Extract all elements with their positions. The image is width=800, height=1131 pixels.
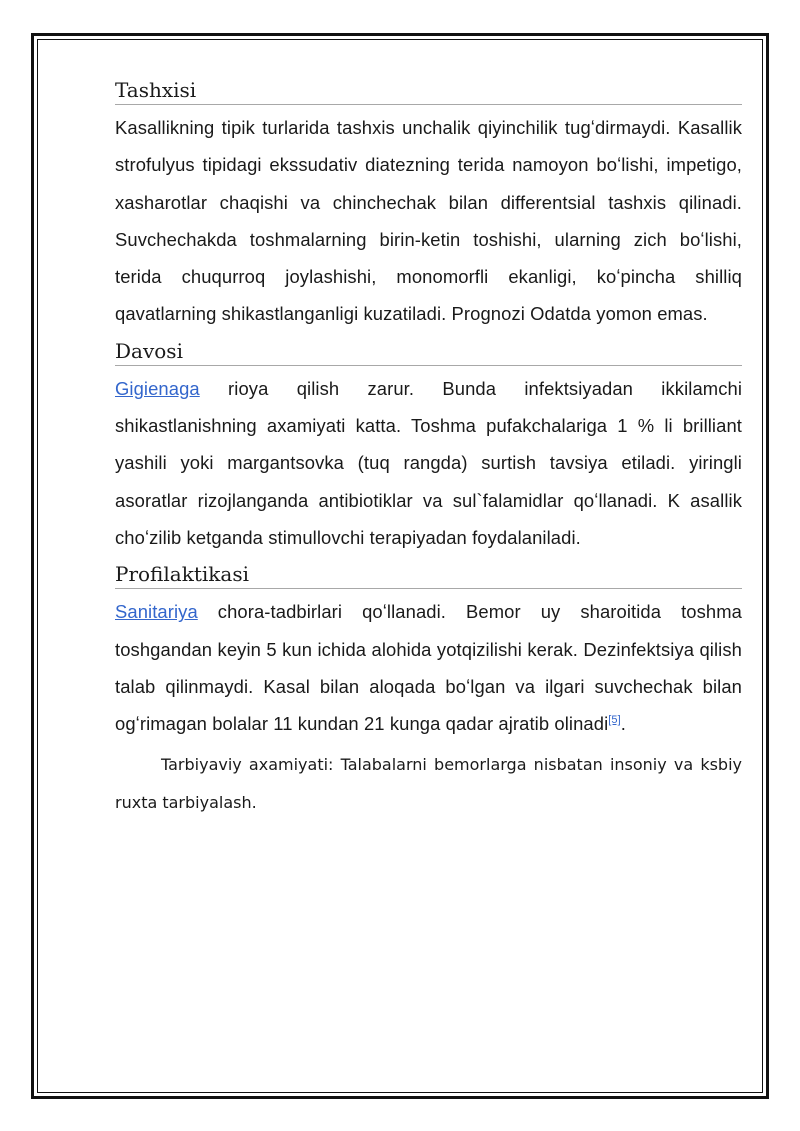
sanitation-link[interactable]: Sanitariya [115, 601, 198, 623]
document-body [115, 72, 742, 822]
educational-note: Tarbiyaviy axamiyati: Talabalarni bemorlarga nisbatan insoniy va ksbiy ruxta tarbiyalash. [115, 755, 742, 813]
prevention-tail: . [620, 713, 627, 735]
treatment-paragraph [115, 370, 742, 556]
prevention-text: chora-tadbirlari qoʻllanadi. Bemor uy sharoitida toshma toshgandan keyin 5 kun ichida alohida yotqizilishi kerak. Dezinfektsiya qilish talab qilinmaydi. Kasal bilan aloqada boʻlgan va ilgari suvchechak bilan ogʻrimagan bolalar 11 kundan 21 kunga qadar ajratib olinadi [115, 601, 742, 735]
section-heading-diagnosis: Tashxisi [115, 72, 742, 105]
footnote-link[interactable]: [5] [608, 714, 621, 727]
hygiene-link[interactable]: Gigienaga [115, 377, 200, 399]
prevention-paragraph [115, 593, 742, 742]
footnote-reference[interactable] [608, 714, 621, 726]
treatment-text: rioya qilish zarur. Bunda infektsiyadan ikkilamchi shikastlanishning axamiyati katta. Toshma pufakchalariga 1 % li brilliant yashili yoki margantsovka (tuq rangda) surtish tavsiya etiladi. yiringli asoratlar rizojlanganda antibiotiklar va sul`falamidlar qoʻllanadi. K asallik choʻzilib ketganda stimullovchi terapiyadan foydalaniladi. [115, 377, 742, 548]
section-heading-prevention: Profilaktikasi [115, 556, 742, 589]
diagnosis-paragraph: Kasallikning tipik turlarida tashxis unchalik qiyinchilik tugʻdirmaydi. Kasallik strofulyus tipidagi ekssudativ diatezning terida namoyon boʻlishi, impetigo, xasharotlar chaqishi va chinchechak bilan differentsial tashxis qilinadi. Suvchechakda toshmalarning birin-ketin toshishi, ularning zich boʻlishi, terida chuqurroq joylashishi, monomorfli ekanligi, koʻpincha shilliq qavatlarning shikastlanganligi kuzatiladi. Prognozi Odatda yomon emas. [115, 117, 742, 325]
section-heading-treatment: Davosi [115, 333, 742, 366]
